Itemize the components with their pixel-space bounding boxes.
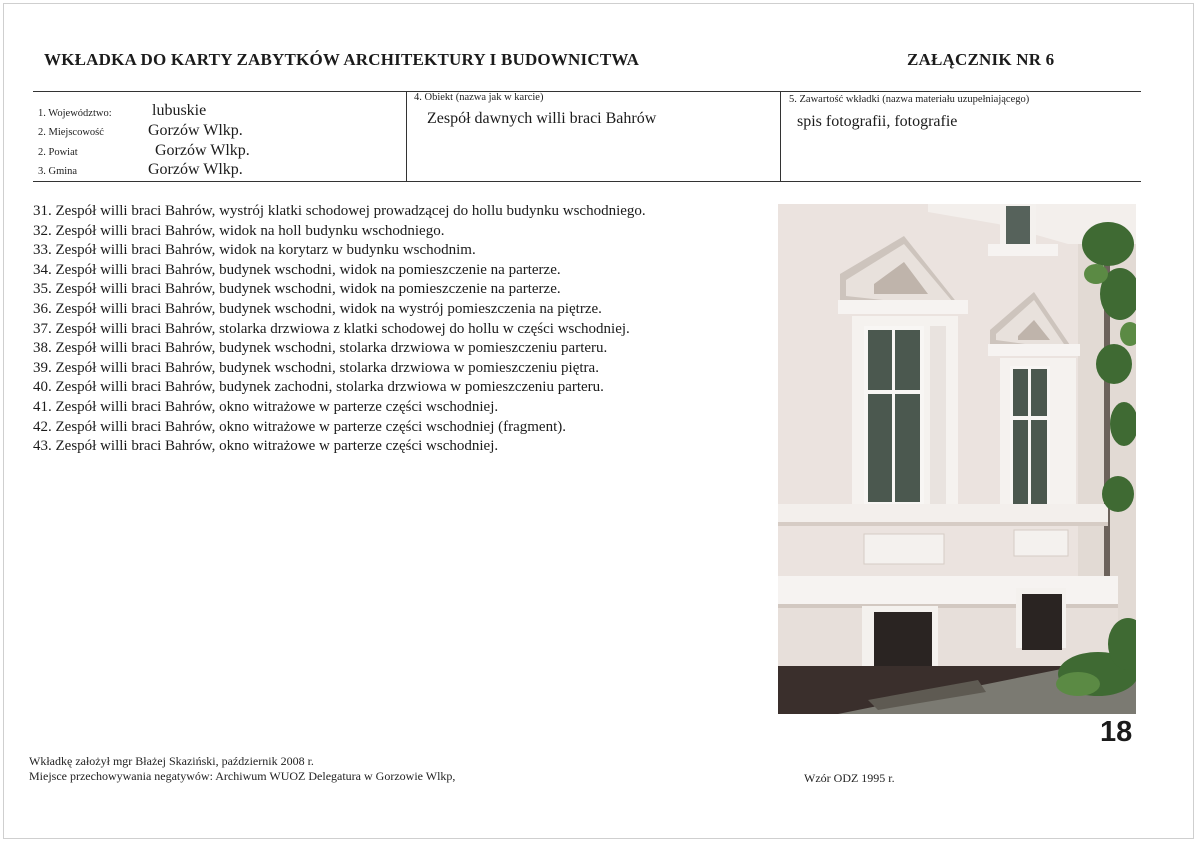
- voivodeship-label: 1. Województwo:: [38, 108, 112, 119]
- list-item: 33. Zespół willi braci Bahrów, widok na korytarz w budynku wschodnim.: [33, 242, 476, 259]
- list-item: 40. Zespół willi braci Bahrów, budynek zachodni, stolarka drzwiowa w pomieszczeniu parteru.: [33, 379, 604, 396]
- list-item: 31. Zespół willi braci Bahrów, wystrój klatki schodowej prowadzącej do hollu budynku wschodniego.: [33, 203, 646, 219]
- list-item: 43. Zespół willi braci Bahrów, okno witrażowe w parterze części wschodniej.: [33, 438, 499, 455]
- table-bottom-rule: [33, 181, 1141, 182]
- voivodeship-value: lubuskie: [152, 102, 207, 119]
- footer-storage: Miejsce przechowywania negatywów: Archiwum WUOZ Delegatura w Gorzowie Wlkp,: [29, 769, 456, 783]
- list-item: 42. Zespół willi braci Bahrów, okno witrażowe w parterze części wschodniej (fragment).: [33, 418, 566, 435]
- list-item: 37. Zespół willi braci Bahrów, stolarka drzwiowa z klatki schodowej do hollu w części wschodniej.: [33, 320, 630, 337]
- town-label: 2. Miejscowość: [38, 127, 104, 138]
- document-title: WKŁADKA DO KARTY ZABYTKÓW ARCHITEKTURY I BUDOWNICTWA: [44, 50, 640, 69]
- list-item: 41. Zespół willi braci Bahrów, okno witrażowe w parterze części wschodniej.: [33, 398, 499, 415]
- object-value: Zespół dawnych willi braci Bahrów: [427, 110, 657, 127]
- facade-photo: [778, 204, 1136, 714]
- list-item: 38. Zespół willi braci Bahrów, budynek wschodni, stolarka drzwiowa w pomieszczeniu parteru.: [33, 340, 608, 357]
- list-item: 34. Zespół willi braci Bahrów, budynek wschodni, widok na pomieszczenie na parterze.: [33, 261, 561, 278]
- facade-illustration: [778, 204, 1136, 714]
- town-value: Gorzów Wlkp.: [148, 122, 243, 139]
- list-item: 35. Zespół willi braci Bahrów, budynek wschodni, widok na pomieszczenie na parterze.: [33, 281, 561, 298]
- table-divider-2: [780, 91, 781, 182]
- footer-author: Wkładkę założył mgr Błażej Skaziński, październik 2008 r.: [29, 754, 314, 768]
- table-divider-1: [406, 91, 407, 182]
- photo-list: [33, 202, 646, 457]
- list-item: 36. Zespół willi braci Bahrów, budynek wschodni, widok na wystrój pomieszczenia na piętrze.: [33, 300, 602, 317]
- commune-value: Gorzów Wlkp.: [148, 161, 243, 178]
- contents-value: spis fotografii, fotografie: [797, 113, 958, 130]
- list-item: 32. Zespół willi braci Bahrów, widok na holl budynku wschodniego.: [33, 222, 445, 239]
- object-label: 4. Obiekt (nazwa jak w karcie): [414, 92, 544, 103]
- page-number: 18: [1100, 716, 1133, 748]
- contents-label: 5. Zawartość wkładki (nazwa materiału uzupełniającego): [789, 94, 1030, 105]
- table-top-rule: [33, 91, 1141, 92]
- county-label: 2. Powiat: [38, 147, 78, 158]
- footer-form-model: Wzór ODZ 1995 r.: [804, 771, 895, 785]
- commune-label: 3. Gmina: [38, 166, 78, 177]
- list-item: 39. Zespół willi braci Bahrów, budynek wschodni, stolarka drzwiowa w pomieszczeniu piętra.: [33, 359, 599, 376]
- county-value: Gorzów Wlkp.: [155, 142, 250, 159]
- annex-number: ZAŁĄCZNIK NR 6: [907, 50, 1055, 69]
